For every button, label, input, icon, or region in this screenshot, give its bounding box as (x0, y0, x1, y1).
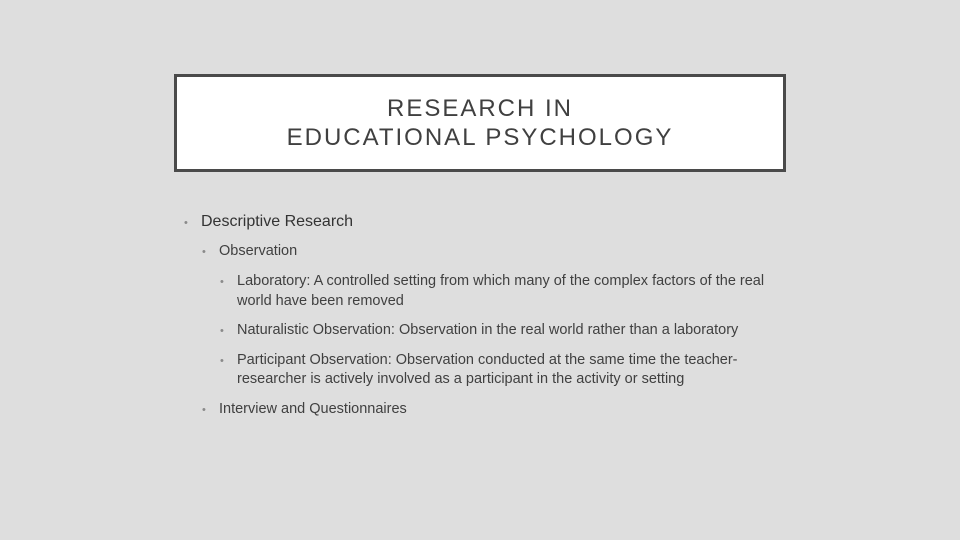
bullet-icon: • (220, 276, 224, 288)
list-item-laboratory (220, 272, 777, 311)
list-item-label: Interview and Questionnaires (219, 400, 407, 417)
list-item-label: Observation (219, 243, 298, 259)
bullet-list (184, 212, 784, 430)
list-item-label: Descriptive Research (201, 213, 354, 230)
list-item-label: Laboratory: A controlled setting from which many of the complex factors of the real world have been removed (237, 273, 765, 309)
bullet-icon: • (184, 217, 188, 229)
list-item-label: Naturalistic Observation: Observation in the real world rather than a laboratory (237, 322, 739, 338)
list-item-interview (202, 400, 784, 419)
list-item-observation (202, 242, 784, 261)
bullet-icon: • (220, 325, 224, 337)
list-item-participant-observation (220, 351, 777, 390)
bullet-icon: • (202, 246, 206, 258)
list-item-descriptive-research (184, 212, 784, 232)
list-item-label: Participant Observation: Observation conducted at the same time the teacher-researcher is actively involved as a participant in the activity or setting (237, 351, 738, 387)
title-box (174, 74, 786, 172)
bullet-icon: • (202, 403, 206, 416)
list-item-naturalistic-observation (220, 321, 777, 341)
slide-title: RESEARCH IN EDUCATIONAL PSYCHOLOGY (286, 95, 674, 151)
bullet-icon: • (220, 354, 224, 367)
